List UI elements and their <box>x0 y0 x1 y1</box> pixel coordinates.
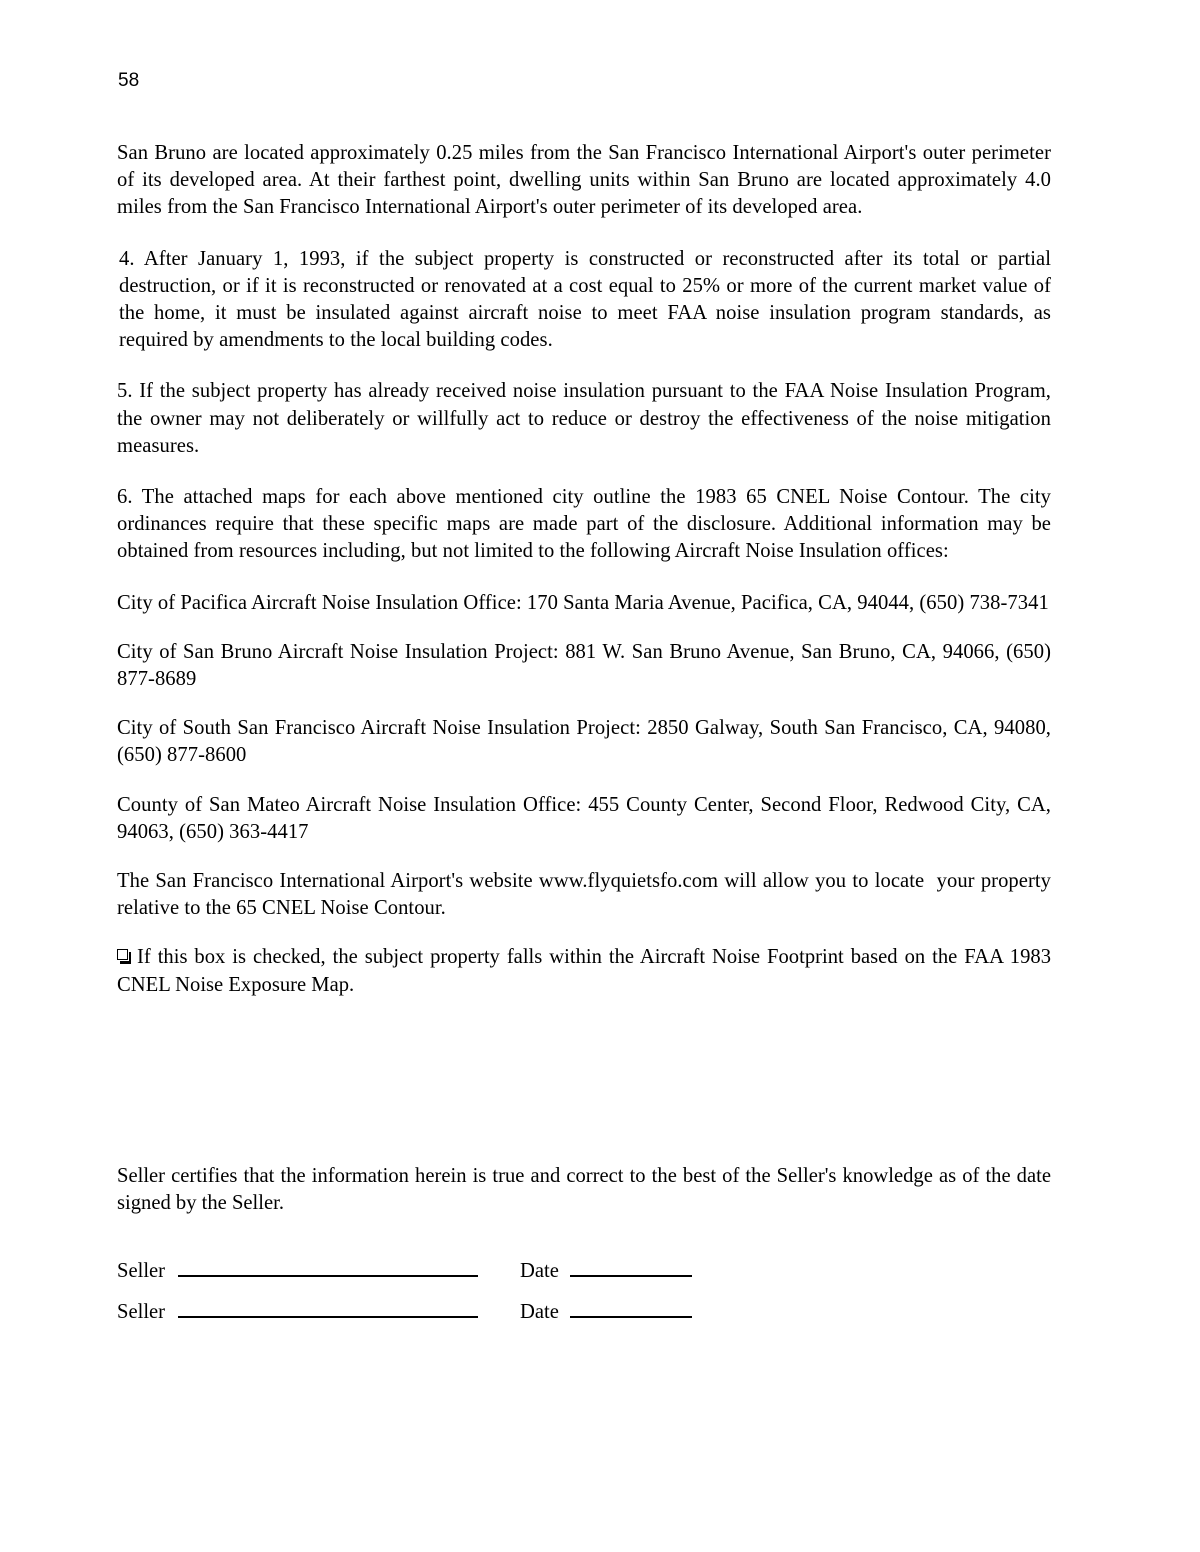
signature-row <box>117 1258 1051 1299</box>
checkbox-box <box>117 949 128 960</box>
empty-checkbox-icon[interactable] <box>117 949 132 964</box>
document-body <box>117 140 1057 999</box>
signature-row <box>117 1299 1051 1340</box>
paragraph-website: The San Francisco International Airport's website www.flyquietsfo.com will allow you to locate your property relative to the 65 CNEL Noise Contour. <box>117 870 1057 920</box>
signature-block <box>117 1258 1051 1340</box>
seller-certification-text: Seller certifies that the information herein is true and correct to the best of the Seller's knowledge as of the date signed by the Seller. <box>117 1165 1057 1215</box>
paragraph-intro: San Bruno are located approximately 0.25 miles from the San Francisco International Airport's outer perimeter of its developed area. At their farthest point, dwelling units within San Bruno are located approximately 4.0 miles from the San Francisco International Airport's outer perimeter of its developed area. <box>117 142 1057 219</box>
paragraph-office-south-san-francisco: City of South San Francisco Aircraft Noise Insulation Project: 2850 Galway, South San Francisco, CA, 94080, (650) 877-8600 <box>117 717 1057 767</box>
paragraph-office-pacifica: City of Pacifica Aircraft Noise Insulation Office: 170 Santa Maria Avenue, Pacifica, CA, 94044, (650) 738-7341 <box>117 591 1049 614</box>
paragraph-item-5: 5. If the subject property has already received noise insulation pursuant to the FAA Noise Insulation Program, the owner may not deliberately or willfully act to reduce or destroy the effectiveness of the noise mitigation measures. <box>117 380 1057 457</box>
seller-label: Seller <box>117 1260 166 1282</box>
date-label: Date <box>520 1301 559 1323</box>
seller-signature-field[interactable] <box>178 1274 478 1277</box>
seller-date-field[interactable] <box>570 1274 692 1277</box>
paragraph-office-san-mateo-county: County of San Mateo Aircraft Noise Insulation Office: 455 County Center, Second Floor, Redwood City, CA, 94063, (650) 363-4417 <box>117 793 1057 843</box>
paragraph-office-san-bruno: City of San Bruno Aircraft Noise Insulation Project: 881 W. San Bruno Avenue, San Bruno, CA, 94066, (650) 877-8689 <box>117 640 1057 691</box>
seller-signature-field[interactable] <box>178 1315 478 1318</box>
page-number: 58 <box>118 70 140 91</box>
seller-date-field[interactable] <box>570 1315 692 1318</box>
date-label: Date <box>520 1260 559 1282</box>
checkbox-statement <box>117 944 1057 998</box>
checkbox-statement-text: If this box is checked, the subject property falls within the Aircraft Noise Footprint based on the FAA 1983 CNEL Noise Exposure Map. <box>117 946 1057 996</box>
checkbox-shadow-bottom <box>120 961 131 963</box>
paragraph-item-4: 4. After January 1, 1993, if the subject property is constructed or reconstructed after its total or partial destruction, or if it is reconstructed or renovated at a cost equal to 25% or more of the current market value of the home, it must be insulated against aircraft noise to meet FAA noise insulation program standards, as required by amendments to the local building codes. <box>119 247 1057 352</box>
paragraph-item-6: 6. The attached maps for each above mentioned city outline the 1983 65 CNEL Noise Contour. The city ordinances require that these specific maps are made part of the disclosure. Additional information may be obtained from resources including, but not limited to the following Aircraft Noise Insulation offices: <box>117 486 1057 563</box>
seller-label: Seller <box>117 1301 166 1323</box>
